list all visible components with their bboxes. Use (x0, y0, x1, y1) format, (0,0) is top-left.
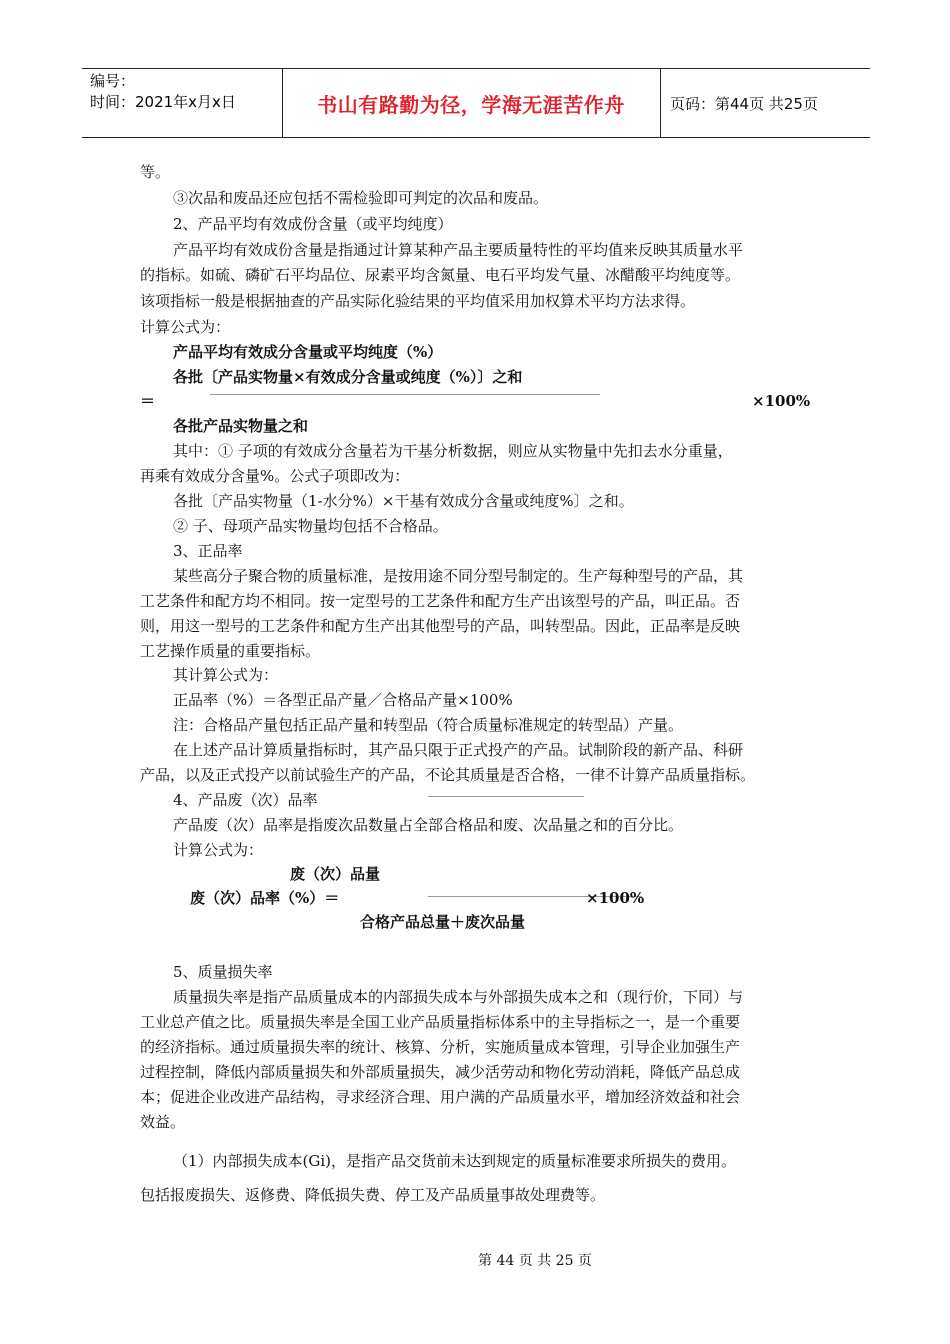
paragraph-line: 该项指标一般是根据抽查的产品实际化验结果的平均值采用加权算术平均方法求得。 (140, 292, 696, 310)
paragraph-line: 质量损失率是指产品质量成本的内部损失成本与外部损失成本之和（现行价，下同）与 (173, 988, 744, 1006)
section-heading: 3、正品率 (173, 542, 243, 560)
paragraph-line: 某些高分子聚合物的质量标准，是按用途不同分型号制定的。生产每种型号的产品，其 (173, 567, 744, 585)
paragraph-line: ② 子、母项产品实物量均包括不合格品。 (173, 517, 448, 535)
paragraph-line: 各批〔产品实物量（1-水分%）×干基有效成分含量或纯度%〕之和。 (173, 492, 634, 510)
paragraph-line: 再乘有效成分含量%。公式子项即改为： (140, 467, 410, 485)
paragraph-line: 的经济指标。通过质量损失率的统计、核算、分析，实施质量成本管理，引导企业加强生产 (140, 1038, 741, 1056)
formula-multiplier: ×100% (586, 889, 645, 907)
section-heading: 4、产品废（次）品率 (173, 791, 318, 809)
header-motto: 书山有路勤为径，学海无涯苦作舟 (317, 92, 625, 117)
document-time-label: 时间：2021年x月x日 (90, 93, 236, 111)
paragraph-line: 其中：① 子项的有效成分含量若为干基分析数据，则应从实物量中先扣去水分重量， (173, 442, 733, 460)
section-heading: 2、产品平均有效成份含量（或平均纯度） (173, 215, 453, 233)
header-meta (90, 71, 236, 113)
formula-line: 正品率（%）＝各型正品产量／合格品产量×100% (173, 691, 513, 709)
formula-label: 废（次）品率（%）＝ (190, 889, 340, 907)
formula-denominator: 各批产品实物量之和 (173, 417, 309, 435)
paragraph-line: 的指标。如硫、磷矿石平均品位、尿素平均含氮量、电石平均发气量、冰醋酸平均纯度等。 (140, 266, 741, 284)
formula-equals: ＝ (140, 392, 156, 410)
decorative-rule (428, 796, 584, 797)
paragraph-line: 产品废（次）品率是指废次品数量占全部合格品和废、次品量之和的百分比。 (173, 816, 684, 834)
formula-numerator: 各批〔产品实物量×有效成分含量或纯度（%）〕之和 (173, 368, 523, 386)
formula-numerator: 废（次）品量 (290, 865, 381, 883)
paragraph-line: 工业总产值之比。质量损失率是全国工业产品质量指标体系中的主导指标之一，是一个重要 (140, 1013, 741, 1031)
paragraph-line: 效益。 (140, 1113, 186, 1131)
formula-title: 产品平均有效成分含量或平均纯度（%） (173, 343, 443, 361)
document-number-label: 编号： (90, 72, 136, 90)
header-page-info: 页码：第44页 共25页 (670, 94, 818, 113)
section-heading: 5、质量损失率 (173, 963, 273, 981)
paragraph-line: 计算公式为： (173, 841, 264, 859)
paragraph-line: 产品，以及正式投产以前试验生产的产品，不论其质量是否合格，一律不计算产品质量指标。 (140, 766, 756, 784)
paragraph-line: 本；促进企业改进产品结构，寻求经济合理、用户满的产品质量水平，增加经济效益和社会 (140, 1088, 741, 1106)
paragraph-line: 等。 (140, 163, 171, 181)
paragraph-line: ③次品和废品还应包括不需检验即可判定的次品和废品。 (173, 189, 549, 207)
paragraph-line: 过程控制，降低内部质量损失和外部质量损失，减少活劳动和物化劳动消耗，降低产品总成 (140, 1063, 741, 1081)
paragraph-line: 工艺条件和配方均不相同。按一定型号的工艺条件和配方生产出该型号的产品，叫正品。否 (140, 592, 741, 610)
paragraph-line: 计算公式为： (140, 318, 231, 336)
paragraph-line: 工艺操作质量的重要指标。 (140, 642, 321, 660)
paragraph-line: 在上述产品计算质量指标时，其产品只限于正式投产的产品。试制阶段的新产品、科研 (173, 741, 744, 759)
fraction-bar (210, 394, 600, 395)
paragraph-line: 产品平均有效成份含量是指通过计算某种产品主要质量特性的平均值来反映其质量水平 (173, 241, 744, 259)
formula-multiplier: ×100% (752, 392, 811, 410)
page-header (82, 68, 870, 138)
paragraph-line: （1）内部损失成本(Gi)，是指产品交货前未达到规定的质量标准要求所损失的费用。 (173, 1152, 737, 1170)
formula-denominator: 合格产品总量＋废次品量 (360, 913, 526, 931)
paragraph-line: 则，用这一型号的工艺条件和配方生产出其他型号的产品，叫转型品。因此，正品率是反映 (140, 617, 741, 635)
note-line: 注：合格品产量包括正品产量和转型品（符合质量标准规定的转型品）产量。 (173, 716, 684, 734)
paragraph-line: 其计算公式为： (173, 666, 279, 684)
header-divider (660, 69, 661, 137)
page-footer: 第 44 页 共 25 页 (478, 1253, 592, 1269)
paragraph-line: 包括报废损失、返修费、降低损失费、停工及产品质量事故处理费等。 (140, 1186, 606, 1204)
